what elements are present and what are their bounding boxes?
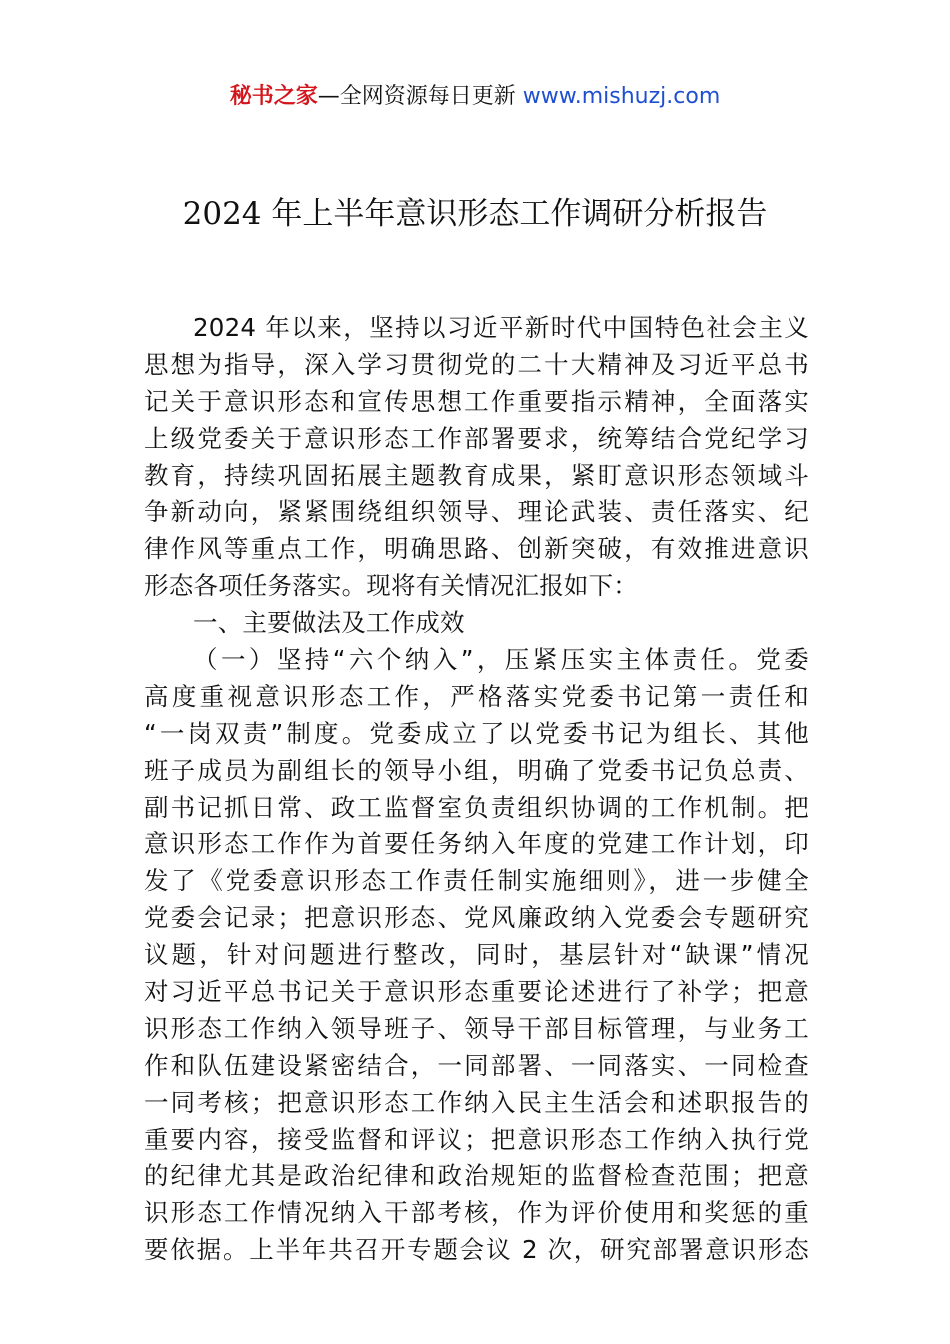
text-line: 形态各项任务落实。现将有关情况汇报如下： bbox=[144, 571, 638, 601]
text-line: 教育，持续巩固拓展主题教育成果，紧盯意识形态领域斗 bbox=[144, 460, 809, 490]
text-line: 要依据。上半年共召开专题会议 2 次，研究部署意识形态 bbox=[144, 1235, 809, 1265]
text-line: 发了《党委意识形态工作责任制实施细则》，进一步健全 bbox=[144, 866, 809, 896]
text-line: 识形态工作纳入领导班子、领导干部目标管理，与业务工 bbox=[144, 1013, 809, 1043]
text-line: 作和队伍建设紧密结合，一同部署、一同落实、一同检查 bbox=[144, 1050, 809, 1080]
text-line: 党委会记录；把意识形态、党风廉政纳入党委会专题研究 bbox=[144, 903, 809, 933]
text-line: 上级党委关于意识形态工作部署要求，统筹结合党纪学习 bbox=[144, 423, 809, 453]
text-line: 对习近平总书记关于意识形态重要论述进行了补学；把意 bbox=[144, 977, 809, 1007]
header-tagline: —全网资源每日更新 bbox=[317, 84, 523, 109]
text-line: 班子成员为副组长的领导小组，明确了党委书记负总责、 bbox=[144, 755, 809, 785]
site-header bbox=[0, 82, 950, 112]
text-line: 一、主要做法及工作成效 bbox=[193, 608, 465, 638]
text-line: 副书记抓日常、政工监督室负责组织协调的工作机制。把 bbox=[144, 792, 809, 822]
text-line: 意识形态工作作为首要任务纳入年度的党建工作计划，印 bbox=[144, 829, 809, 859]
text-line: 议题，针对问题进行整改，同时，基层针对“缺课”情况 bbox=[144, 940, 809, 970]
text-line: 思想为指导，深入学习贯彻党的二十大精神及习近平总书 bbox=[144, 349, 809, 379]
document-title: 2024 年上半年意识形态工作调研分析报告 bbox=[182, 196, 768, 232]
text-line: 的纪律尤其是政治纪律和政治规矩的监督检查范围；把意 bbox=[144, 1161, 809, 1191]
text-line: 2024 年以来，坚持以习近平新时代中国特色社会主义 bbox=[193, 313, 809, 342]
text-line: 争新动向，紧紧围绕组织领导、理论武装、责任落实、纪 bbox=[144, 497, 809, 527]
brand-name: 秘书之家 bbox=[229, 84, 318, 109]
text-line: 高度重视意识形态工作，严格落实党委书记第一责任和 bbox=[144, 681, 809, 711]
text-line: 一同考核；把意识形态工作纳入民主生活会和述职报告的 bbox=[144, 1087, 809, 1117]
text-line: 识形态工作情况纳入干部考核，作为评价使用和奖惩的重 bbox=[144, 1198, 809, 1228]
text-line: 记关于意识形态和宣传思想工作重要指示精神，全面落实 bbox=[144, 386, 809, 416]
document-body bbox=[144, 310, 809, 1269]
text-line: （一）坚持“六个纳入”，压紧压实主体责任。党委 bbox=[193, 645, 809, 675]
site-url-link[interactable]: www.mishuzj.com bbox=[522, 84, 721, 109]
text-line: 重要内容，接受监督和评议；把意识形态工作纳入执行党 bbox=[144, 1124, 809, 1154]
text-line: 律作风等重点工作，明确思路、创新突破，有效推进意识 bbox=[144, 534, 809, 564]
text-line: “一岗双责”制度。党委成立了以党委书记为组长、其他 bbox=[144, 718, 809, 748]
